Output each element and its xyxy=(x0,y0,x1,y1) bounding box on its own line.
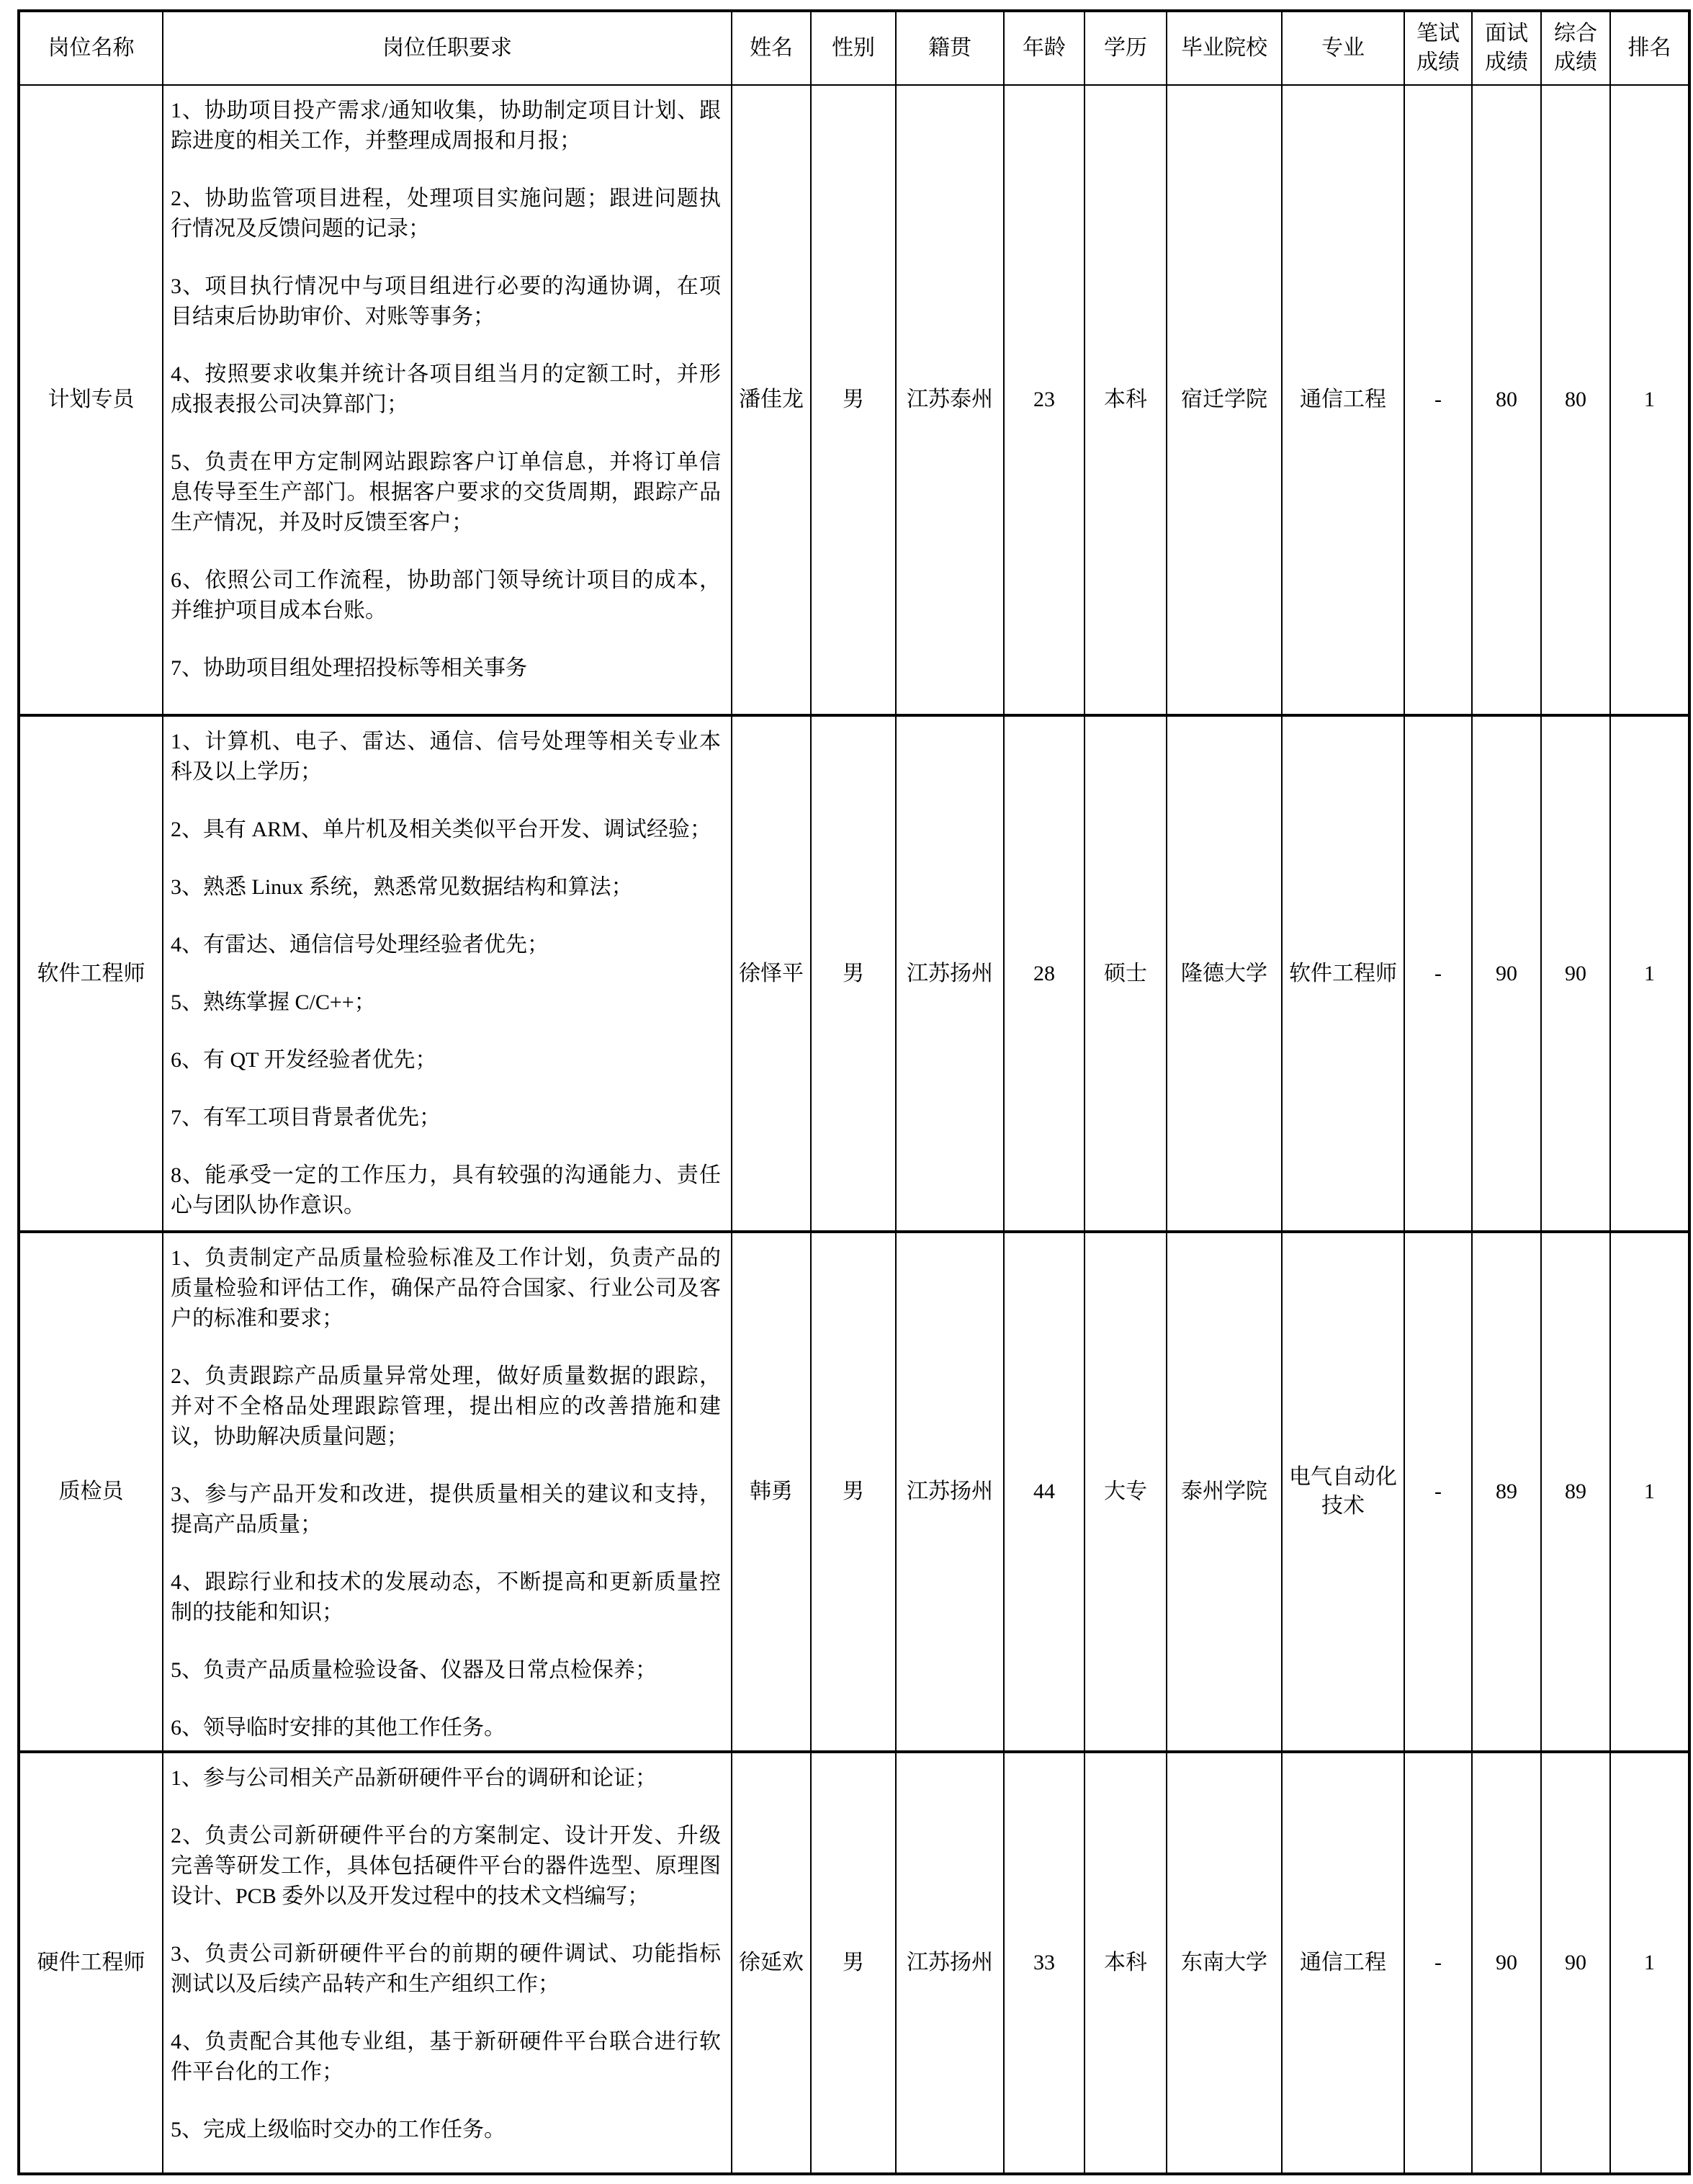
overall_score-cell: 80 xyxy=(1541,85,1610,715)
requirement-item: 5、完成上级临时交办的工作任务。 xyxy=(171,2118,506,2142)
name-cell: 潘佳龙 xyxy=(732,85,811,715)
requirement-item: 5、负责在甲方定制网站跟踪客户订单信息，并将订单信息传导至生产部门。根据客户要求的交货周期，跟踪产品生产情况，并及时反馈至客户； xyxy=(171,450,721,534)
school-cell: 宿迁学院 xyxy=(1167,85,1282,715)
position-cell: 计划专员 xyxy=(19,85,163,715)
gender-cell: 男 xyxy=(811,1232,896,1752)
native_place-cell: 江苏扬州 xyxy=(896,715,1004,1232)
column-header-major: 专业 xyxy=(1282,11,1404,85)
rank-cell: 1 xyxy=(1610,715,1689,1232)
header-row xyxy=(19,11,1689,85)
age-cell: 33 xyxy=(1004,1752,1084,2174)
requirement-item: 3、熟悉 Linux 系统，熟悉常见数据结构和算法； xyxy=(171,875,633,899)
name-cell: 韩勇 xyxy=(732,1232,811,1752)
education-cell: 大专 xyxy=(1084,1232,1167,1752)
position-row xyxy=(19,715,1689,1232)
age-cell: 44 xyxy=(1004,1232,1084,1752)
native_place-cell: 江苏扬州 xyxy=(896,1232,1004,1752)
school-cell: 泰州学院 xyxy=(1167,1232,1282,1752)
requirement-item: 5、负责产品质量检验设备、仪器及日常点检保养； xyxy=(171,1658,657,1682)
interview_score-cell: 90 xyxy=(1472,715,1541,1232)
requirement-item: 1、计算机、电子、雷达、通信、信号处理等相关专业本科及以上学历； xyxy=(171,730,721,784)
gender-cell: 男 xyxy=(811,715,896,1232)
requirement-item: 6、领导临时安排的其他工作任务。 xyxy=(171,1716,506,1740)
column-header-written_score: 笔试成绩 xyxy=(1404,11,1472,85)
major-cell: 软件工程师 xyxy=(1282,715,1404,1232)
requirement-item: 7、有军工项目背景者优先； xyxy=(171,1106,441,1129)
requirement-item: 7、协助项目组处理招投标等相关事务 xyxy=(171,656,527,680)
requirement-item: 4、有雷达、通信信号处理经验者优先； xyxy=(171,933,549,957)
education-cell: 本科 xyxy=(1084,1752,1167,2174)
column-header-overall_score: 综合成绩 xyxy=(1541,11,1610,85)
age-cell: 23 xyxy=(1004,85,1084,715)
column-header-age: 年龄 xyxy=(1004,11,1084,85)
requirement-item: 3、项目执行情况中与项目组进行必要的沟通协调，在项目结束后协助审价、对账等事务； xyxy=(171,274,721,328)
requirement-item: 1、负责制定产品质量检验标准及工作计划，负责产品的质量检验和评估工作，确保产品符合国家、行业公司及客户的标准和要求； xyxy=(171,1246,721,1330)
column-header-name: 姓名 xyxy=(732,11,811,85)
written_score-cell: - xyxy=(1404,1232,1472,1752)
requirements-cell xyxy=(163,85,732,715)
interview_score-cell: 90 xyxy=(1472,1752,1541,2174)
name-cell: 徐延欢 xyxy=(732,1752,811,2174)
requirement-item: 2、负责公司新研硬件平台的方案制定、设计开发、升级完善等研发工作，具体包括硬件平台的器件选型、原理图设计、PCB 委外以及开发过程中的技术文档编写； xyxy=(171,1824,721,1908)
overall_score-cell: 90 xyxy=(1541,1752,1610,2174)
education-cell: 本科 xyxy=(1084,85,1167,715)
position-cell: 软件工程师 xyxy=(19,715,163,1232)
column-header-rank: 排名 xyxy=(1610,11,1689,85)
rank-cell: 1 xyxy=(1610,1232,1689,1752)
requirement-item: 3、参与产品开发和改进，提供质量相关的建议和支持，提高产品质量； xyxy=(171,1482,721,1536)
interview_score-cell: 80 xyxy=(1472,85,1541,715)
column-header-position: 岗位名称 xyxy=(19,11,163,85)
position-row xyxy=(19,1232,1689,1752)
education-cell: 硕士 xyxy=(1084,715,1167,1232)
gender-cell: 男 xyxy=(811,1752,896,2174)
position-row xyxy=(19,1752,1689,2174)
native_place-cell: 江苏扬州 xyxy=(896,1752,1004,2174)
requirements-cell xyxy=(163,715,732,1232)
requirements-cell xyxy=(163,1232,732,1752)
name-cell: 徐怿平 xyxy=(732,715,811,1232)
requirement-item: 4、按照要求收集并统计各项目组当月的定额工时，并形成报表报公司决算部门； xyxy=(171,362,721,416)
requirement-item: 5、熟练掌握 C/C++； xyxy=(171,990,376,1014)
gender-cell: 男 xyxy=(811,85,896,715)
age-cell: 28 xyxy=(1004,715,1084,1232)
written_score-cell: - xyxy=(1404,85,1472,715)
requirement-item: 6、依照公司工作流程，协助部门领导统计项目的成本，并维护项目成本台账。 xyxy=(171,568,721,622)
rank-cell: 1 xyxy=(1610,1752,1689,2174)
requirement-item: 4、跟踪行业和技术的发展动态，不断提高和更新质量控制的技能和知识； xyxy=(171,1570,721,1624)
major-cell: 通信工程 xyxy=(1282,1752,1404,2174)
requirement-item: 2、具有 ARM、单片机及相关类似平台开发、调试经验； xyxy=(171,818,711,841)
requirement-item: 3、负责公司新研硬件平台的前期的硬件调试、功能指标测试以及后续产品转产和生产组织工作； xyxy=(171,1942,721,1996)
major-cell: 通信工程 xyxy=(1282,85,1404,715)
requirement-item: 1、参与公司相关产品新研硬件平台的调研和论证； xyxy=(171,1766,657,1790)
school-cell: 东南大学 xyxy=(1167,1752,1282,2174)
column-header-requirements: 岗位任职要求 xyxy=(163,11,732,85)
overall_score-cell: 89 xyxy=(1541,1232,1610,1752)
column-header-school: 毕业院校 xyxy=(1167,11,1282,85)
column-header-gender: 性别 xyxy=(811,11,896,85)
column-header-native_place: 籍贯 xyxy=(896,11,1004,85)
column-header-interview_score: 面试成绩 xyxy=(1472,11,1541,85)
requirement-item: 4、负责配合其他专业组，基于新研硬件平台联合进行软件平台化的工作； xyxy=(171,2030,721,2084)
position-row xyxy=(19,85,1689,715)
requirement-item: 8、能承受一定的工作压力，具有较强的沟通能力、责任心与团队协作意识。 xyxy=(171,1163,721,1217)
position-cell: 硬件工程师 xyxy=(19,1752,163,2174)
requirement-item: 2、协助监管项目进程，处理项目实施问题；跟进问题执行情况及反馈问题的记录； xyxy=(171,187,721,241)
major-cell: 电气自动化技术 xyxy=(1282,1232,1404,1752)
table-header xyxy=(19,11,1689,85)
overall_score-cell: 90 xyxy=(1541,715,1610,1232)
school-cell: 隆德大学 xyxy=(1167,715,1282,1232)
table-body xyxy=(19,85,1689,2174)
rank-cell: 1 xyxy=(1610,85,1689,715)
written_score-cell: - xyxy=(1404,715,1472,1232)
requirement-item: 2、负责跟踪产品质量异常处理，做好质量数据的跟踪，并对不全格品处理跟踪管理，提出相应的改善措施和建议，协助解决质量问题； xyxy=(171,1364,721,1449)
requirement-item: 6、有 QT 开发经验者优先； xyxy=(171,1048,437,1072)
native_place-cell: 江苏泰州 xyxy=(896,85,1004,715)
interview_score-cell: 89 xyxy=(1472,1232,1541,1752)
position-cell: 质检员 xyxy=(19,1232,163,1752)
requirements-cell xyxy=(163,1752,732,2174)
written_score-cell: - xyxy=(1404,1752,1472,2174)
column-header-education: 学历 xyxy=(1084,11,1167,85)
requirement-item: 1、协助项目投产需求/通知收集，协助制定项目计划、跟踪进度的相关工作，并整理成周报和月报； xyxy=(171,99,721,153)
recruitment-evaluation-table xyxy=(17,9,1691,2175)
